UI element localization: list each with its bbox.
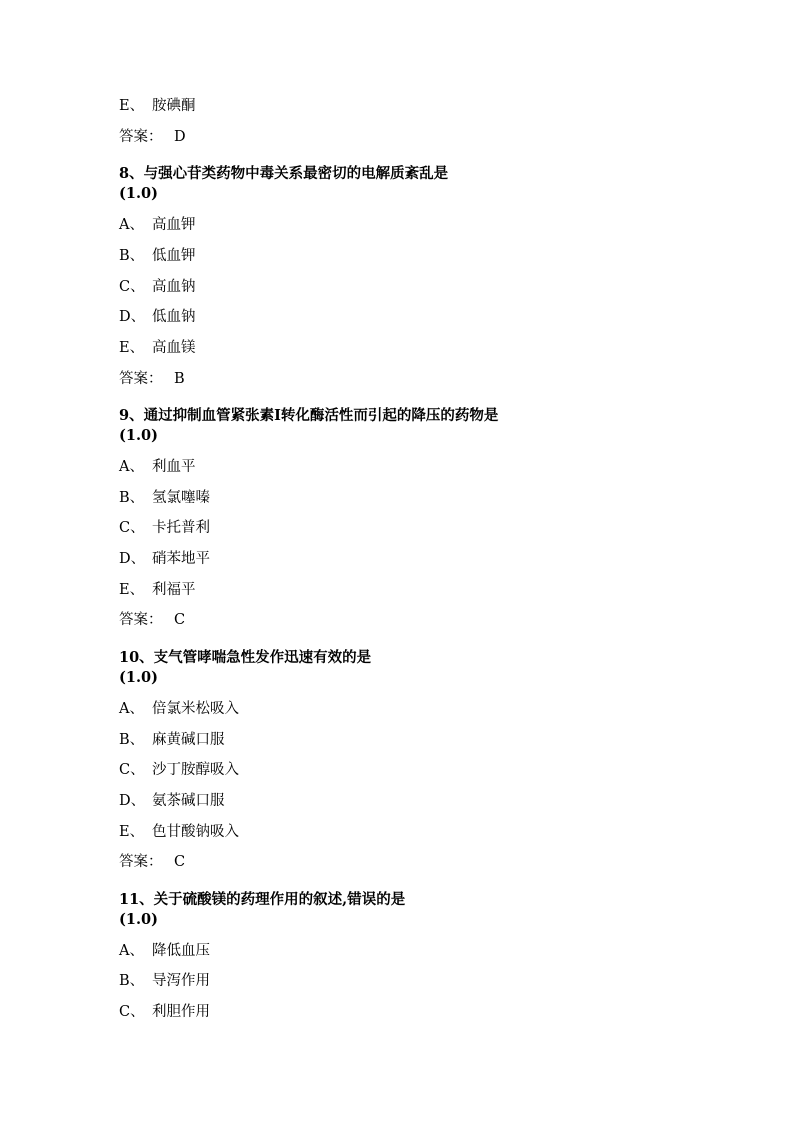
option-line <box>119 581 196 599</box>
answer-value: B <box>174 371 185 387</box>
option-text: 麻黄碱口服 <box>152 732 225 748</box>
option-letter: C、 <box>119 762 145 778</box>
option-line <box>119 823 239 841</box>
option-letter: E、 <box>119 340 145 356</box>
option-letter: C、 <box>119 1004 145 1020</box>
answer-label: 答案： <box>119 612 163 628</box>
option-line <box>119 972 210 990</box>
option-line <box>119 278 196 296</box>
answer-value: D <box>174 129 186 145</box>
option-letter: B、 <box>119 248 145 264</box>
option-letter: C、 <box>119 520 145 536</box>
option-line <box>119 1003 210 1021</box>
option-line <box>119 458 196 476</box>
option-line <box>119 792 225 810</box>
option-text: 高血镁 <box>152 340 196 356</box>
option-text: 高血钠 <box>152 279 196 295</box>
option-line <box>119 247 196 265</box>
option-text: 利福平 <box>152 582 196 598</box>
option-letter: E、 <box>119 98 145 114</box>
answer-label: 答案： <box>119 129 163 145</box>
question-title: 10、支气管哮喘急性发作迅速有效的是 <box>119 649 372 666</box>
option-text: 降低血压 <box>152 943 210 959</box>
option-text: 沙丁胺醇吸入 <box>152 762 239 778</box>
option-letter: D、 <box>119 793 146 809</box>
answer-label: 答案： <box>119 371 163 387</box>
option-text: 低血钠 <box>152 309 196 325</box>
answer-value: C <box>174 854 186 870</box>
option-text: 倍氯米松吸入 <box>152 701 239 717</box>
question-title: 11、关于硫酸镁的药理作用的叙述,错误的是 <box>119 891 406 908</box>
question-score: (1.0) <box>119 669 158 686</box>
option-text: 氢氯噻嗪 <box>152 490 210 506</box>
option-line <box>119 761 239 779</box>
option-text: 色甘酸钠吸入 <box>152 824 239 840</box>
question-score: (1.0) <box>119 185 158 202</box>
answer-line <box>119 128 186 146</box>
option-letter: A、 <box>119 701 144 717</box>
option-line <box>119 489 210 507</box>
option-letter: A、 <box>119 459 144 475</box>
answer-value: C <box>174 612 186 628</box>
question-score: (1.0) <box>119 911 158 928</box>
question-title: 8、与强心苷类药物中毒关系最密切的电解质紊乱是 <box>119 165 449 182</box>
option-letter: B、 <box>119 490 145 506</box>
answer-line <box>119 611 185 629</box>
option-text: 胺碘酮 <box>152 98 196 114</box>
question-title: 9、通过抑制血管紧张素Ⅰ转化酶活性而引起的降压的药物是 <box>119 407 499 424</box>
option-text: 氨茶碱口服 <box>152 793 225 809</box>
option-text: 低血钾 <box>152 248 196 264</box>
answer-line <box>119 370 185 388</box>
option-line <box>119 519 210 537</box>
option-line <box>119 942 210 960</box>
option-line <box>119 550 210 568</box>
option-letter: A、 <box>119 943 144 959</box>
option-text: 高血钾 <box>152 217 196 233</box>
answer-label: 答案： <box>119 854 163 870</box>
answer-line <box>119 853 185 871</box>
option-text: 利胆作用 <box>152 1004 210 1020</box>
option-letter: E、 <box>119 824 145 840</box>
option-line <box>119 700 239 718</box>
option-text: 利血平 <box>152 459 196 475</box>
option-letter: E、 <box>119 582 145 598</box>
option-letter: B、 <box>119 732 145 748</box>
option-line <box>119 731 225 749</box>
option-letter: B、 <box>119 973 145 989</box>
option-line <box>119 339 196 357</box>
option-text: 导泻作用 <box>152 973 210 989</box>
option-letter: A、 <box>119 217 144 233</box>
option-letter: C、 <box>119 279 145 295</box>
option-letter: D、 <box>119 309 146 325</box>
option-text: 卡托普利 <box>152 520 210 536</box>
option-letter: D、 <box>119 551 146 567</box>
question-score: (1.0) <box>119 427 158 444</box>
option-line <box>119 308 196 326</box>
option-text: 硝苯地平 <box>152 551 210 567</box>
option-line <box>119 97 196 115</box>
option-line <box>119 216 196 234</box>
